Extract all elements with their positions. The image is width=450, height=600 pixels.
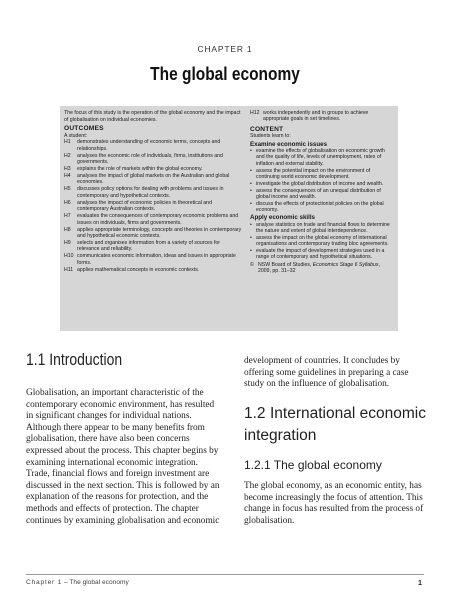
outcome-item	[64, 253, 242, 266]
outcome-item	[64, 173, 242, 186]
page-number: 1	[418, 578, 422, 587]
list-item: • evaluate the impact of development strategies used in a range of contemporary and hypothetical situations.	[250, 248, 394, 261]
outcomes-list	[64, 139, 242, 273]
section-number: 1.2	[244, 405, 266, 422]
syllabus-right-column	[250, 110, 394, 274]
list-item: • analyse statistics on trade and financial flows to determine the nature and extent of global interdependence.	[250, 222, 394, 235]
syllabus-box	[60, 106, 398, 331]
apply-list	[250, 222, 394, 261]
outcome-text: applies mathematical concepts in economic contexts.	[77, 266, 200, 273]
outcome-code: H3	[64, 166, 71, 172]
syllabus-left-column	[64, 110, 242, 274]
outcome-item	[64, 153, 242, 166]
outcome-text: explains the role of markets within the global economy.	[77, 166, 203, 172]
list-item: • investigate the global distribution of income and wealth.	[250, 181, 394, 187]
outcome-item	[64, 213, 242, 226]
outcome-text: discusses policy options for dealing with problems and issues in contemporary and hypothetical contexts.	[77, 186, 224, 199]
outcome-text: evaluates the consequences of contemporary economic problems and issues on individuals, firms and governments.	[77, 213, 239, 226]
outcomes-heading: OUTCOMES	[64, 125, 104, 133]
students-learn-label: Students learn to:	[250, 133, 291, 140]
outcome-code: H7	[64, 213, 71, 220]
outcome-code: H2	[64, 152, 71, 159]
subsection-heading-global-economy: 1.2.1 The global economy	[244, 458, 382, 472]
apply-heading: Apply economic skills	[250, 214, 315, 222]
list-item: • assess the impact on the global economy of international organisations and contemporary trading bloc agreements.	[250, 235, 394, 248]
section-heading-introduction: 1.1 Introduction	[26, 350, 123, 369]
introduction-paragraph: Globalisation, an important characteristic of the contemporary economic environment, has resulted in significant changes for individual nations. Although there appear to be many benefits from globalisation, there have also been concerns expressed about the process. This chapter begins by examining international economic integration. Trade, financial flows and foreign investment are discussed in the next section. This is followed by an explanation of the reasons for protection, and the methods and effects of protection. The chapter continues by examining globalisation and economic	[26, 388, 220, 526]
footer-rule	[26, 574, 424, 575]
outcome-text: analyses the impact of global markets on the Australian and global economies.	[77, 173, 230, 186]
outcome-text: analyses the economic role of individuals, firms, institutions and governments.	[77, 152, 223, 165]
outcome-item	[64, 200, 242, 213]
section-title: International economic integration	[244, 405, 426, 444]
list-item: • discuss the effects of protectionist policies on the global economy.	[250, 201, 394, 214]
global-economy-paragraph: The global economy, as an economic entity, has become increasingly the focus of attention. This change in focus has resulted from the process of globalisation.	[244, 481, 424, 526]
syllabus-citation	[250, 262, 394, 275]
list-item: • assess the potential impact on the environment of continuing world economic development.	[250, 168, 394, 181]
outcome-code: H11	[64, 266, 74, 273]
citation-text: NSW Board of Studies, Economics Stage 6 Syllabus, 2009, pp. 31–32	[258, 261, 380, 274]
outcome-code: H5	[64, 186, 71, 193]
outcome-item	[250, 110, 394, 123]
list-item: • examine the effects of globalisation on economic growth and the quality of life, levels of unemployment, rates of inflation and external stability.	[250, 148, 394, 167]
outcome-text: demonstrates understanding of economic terms, concepts and relationships.	[77, 139, 221, 152]
outcome-code: H4	[64, 173, 71, 179]
outcome-text: works independently and in groups to achieve appropriate goals in set timelines.	[263, 110, 369, 123]
chapter-title: The global economy	[150, 64, 300, 84]
outcome-code: H8	[64, 226, 71, 233]
outcome-code: H9	[64, 240, 71, 247]
examine-heading: Examine economic issues	[250, 140, 328, 148]
content-heading: CONTENT	[250, 125, 284, 133]
examine-list	[250, 148, 394, 213]
outcome-item	[64, 267, 242, 273]
syllabus-intro: The focus of this study is the operation of the global economy and the impact of globalisation on individual economies.	[64, 110, 241, 123]
chapter-label: CHAPTER 1	[197, 44, 253, 54]
copyright-symbol: ©	[250, 261, 254, 268]
outcome-code: H1	[64, 139, 71, 146]
a-student-label: A student:	[64, 132, 88, 139]
outcome-text: applies appropriate terminology, concepts and theories in contemporary and hypothetical economic contexts.	[77, 226, 242, 240]
outcome-item	[64, 240, 242, 253]
footer-running-title: Chapter 1 – The global economy	[26, 579, 129, 586]
outcome-text: communicates economic information, ideas and issues in appropriate forms.	[77, 253, 236, 266]
outcome-text: selects and organises information from a variety of sources for relevance and reliability.	[77, 240, 221, 253]
list-item: • assess the consequences of an unequal distribution of global income and wealth.	[250, 188, 394, 201]
outcome-item	[64, 186, 242, 199]
outcome-code: H10	[64, 253, 74, 260]
outcome-item	[64, 227, 242, 240]
outcome-text: analyses the impact of economic policies in theoretical and contemporary Australian contexts.	[77, 199, 212, 213]
outcome-item	[64, 166, 242, 172]
introduction-paragraph-continued: development of countries. It concludes by offering some guidelines in preparing a case study on the influence of globalisation.	[244, 356, 409, 390]
outcome-code: H12	[250, 110, 260, 116]
section-heading-international-integration	[244, 403, 434, 447]
outcome-item	[64, 139, 242, 152]
outcome-code: H6	[64, 199, 71, 206]
